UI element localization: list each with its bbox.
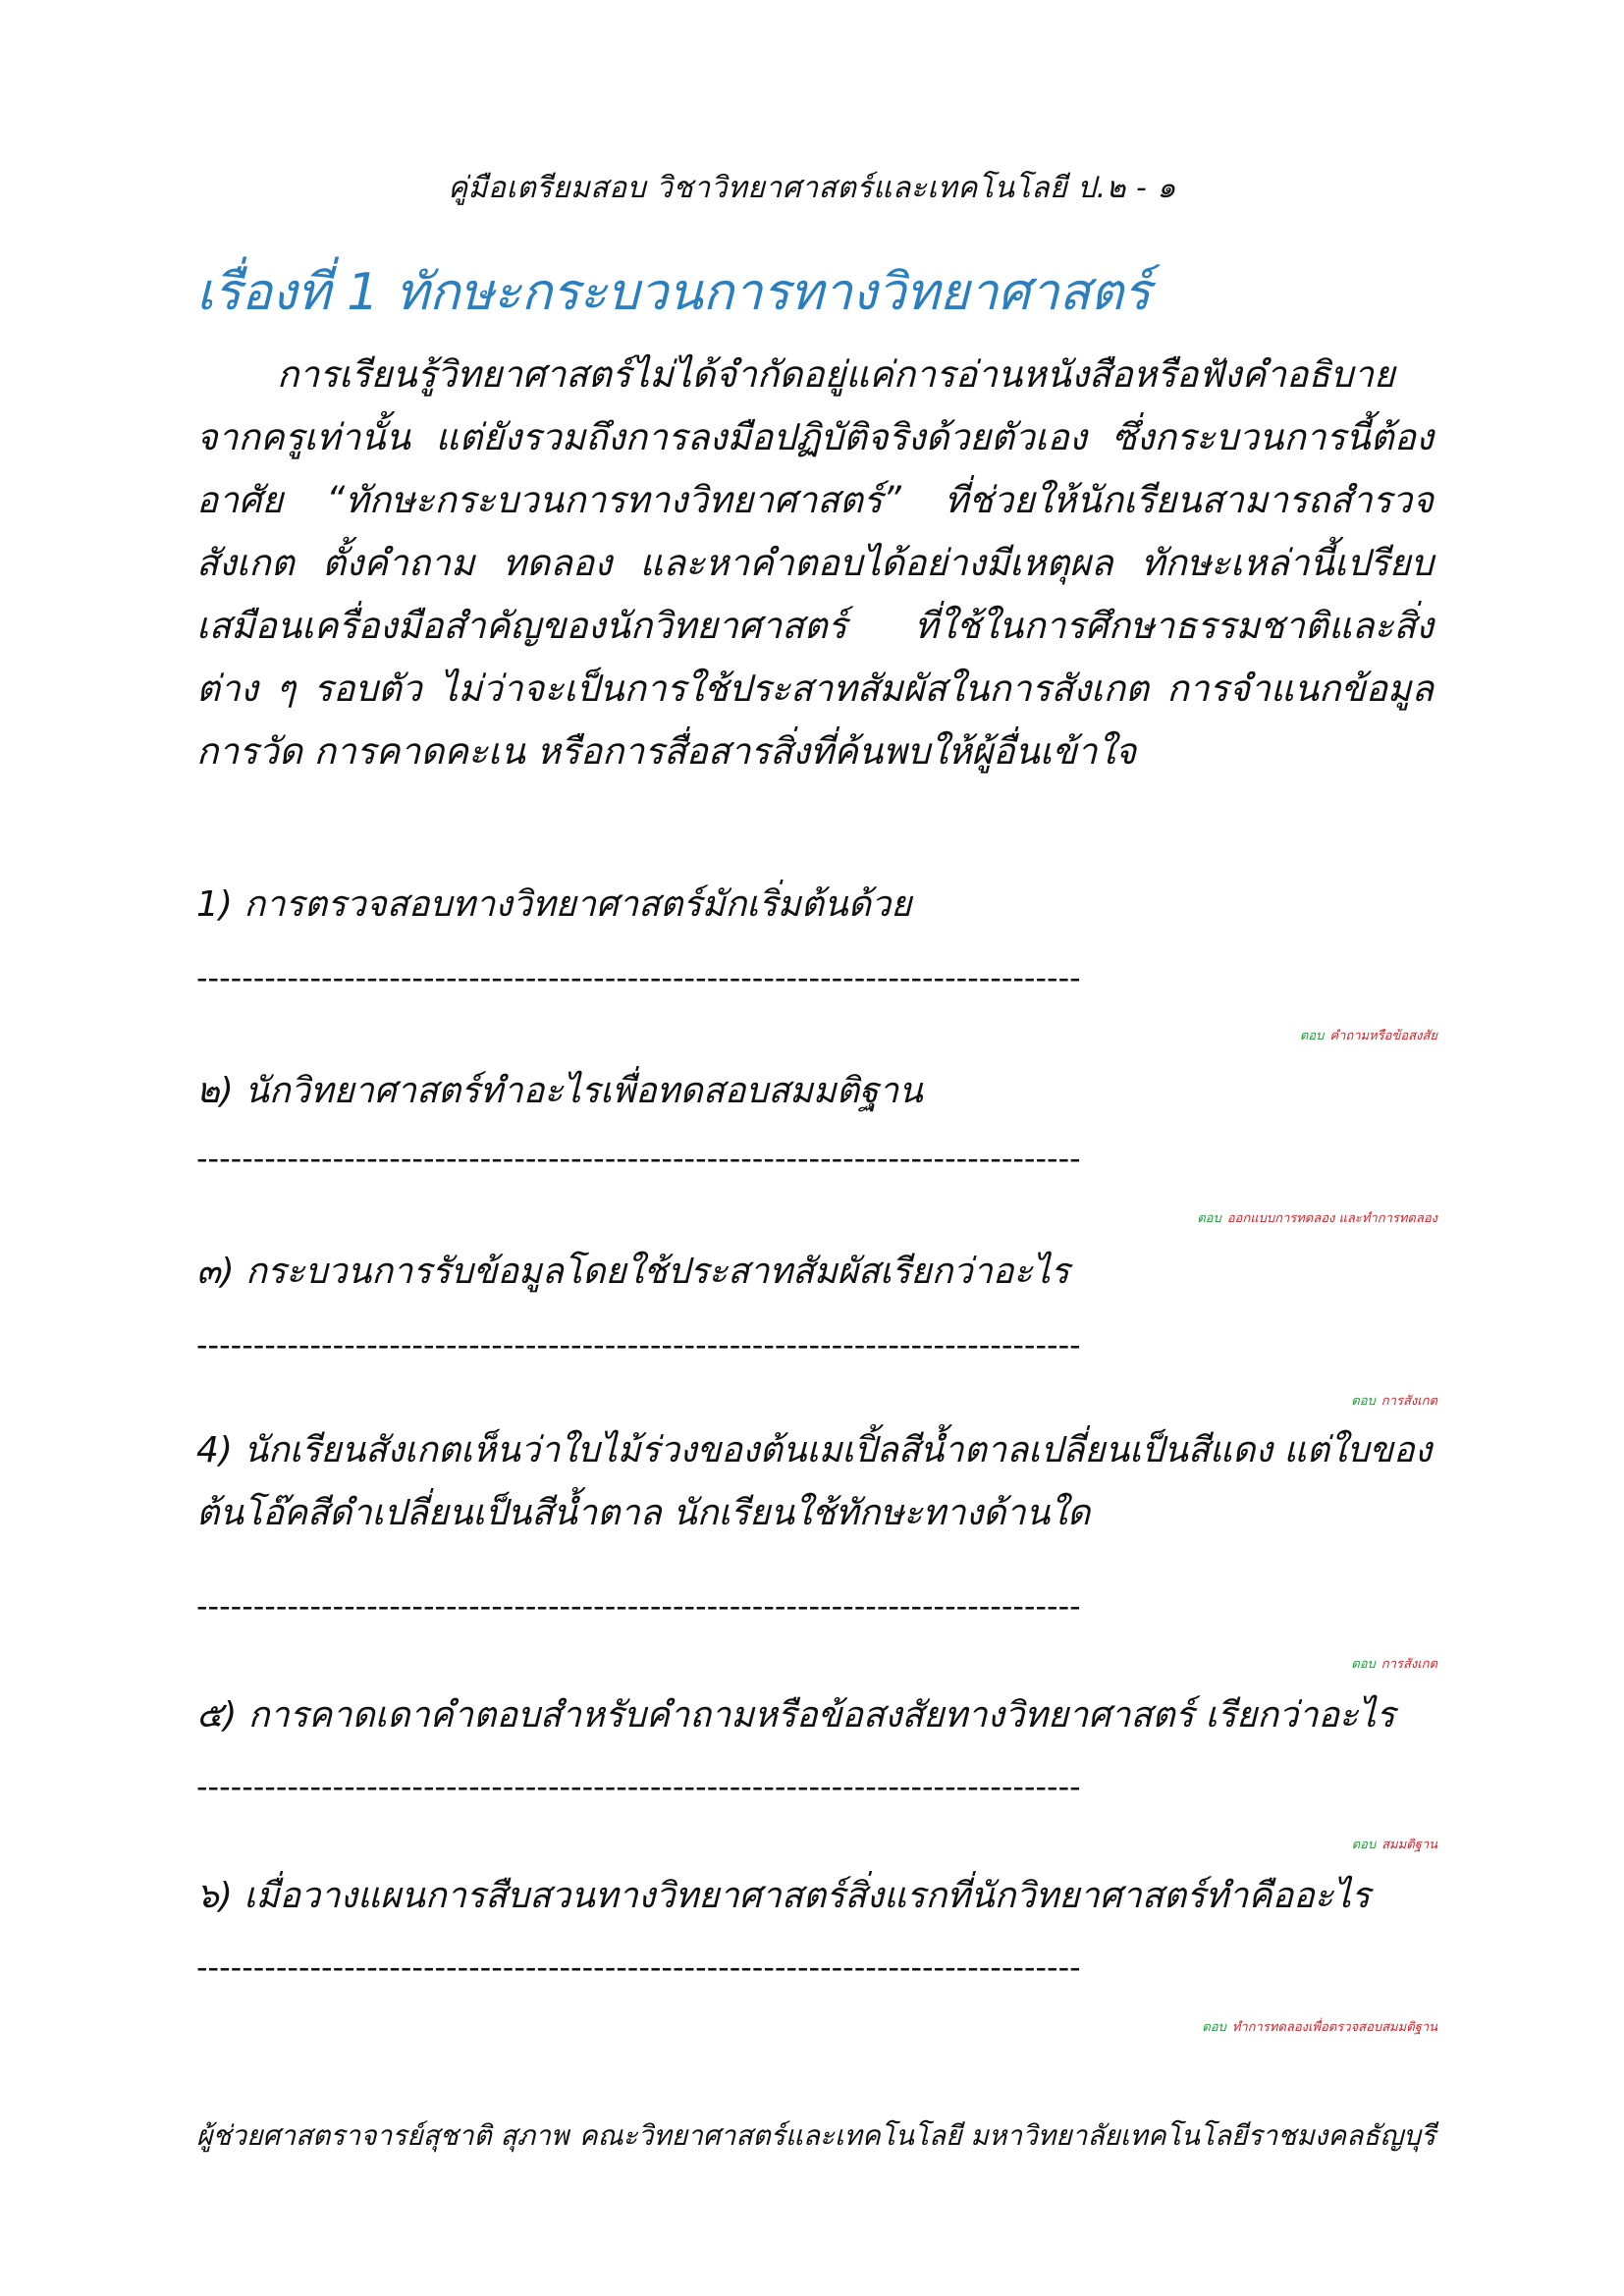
answer-value: การสังเกต xyxy=(1380,1394,1437,1409)
section-title: เรื่องที่ 1 ทักษะกระบวนการทางวิทยาศาสตร์ xyxy=(196,263,1152,322)
answer-key-5 xyxy=(1352,1834,1437,1854)
answer-key-2 xyxy=(1197,1207,1437,1228)
answer-value: ออกแบบการทดลอง และทำการทดลอง xyxy=(1226,1211,1437,1226)
answer-dash-line-1: ------------------------------------------------------------------------------ xyxy=(196,959,1081,996)
answer-value: คำถามหรือข้อสงสัย xyxy=(1329,1029,1437,1043)
answer-label: ตอบ xyxy=(1351,1838,1377,1852)
question-3: ๓) กระบวนการรับข้อมูลโดยใช้ประสาทสัมผัสเรียกว่าอะไร xyxy=(196,1252,1070,1292)
answer-key-1 xyxy=(1300,1025,1437,1045)
answer-key-6 xyxy=(1202,2016,1437,2037)
answer-dash-line-4: ------------------------------------------------------------------------------ xyxy=(196,1587,1081,1625)
answer-label: ตอบ xyxy=(1351,1394,1376,1409)
footer-author: ผู้ช่วยศาสตราจารย์สุชาติ สุภาพ xyxy=(196,2119,569,2152)
answer-label: ตอบ xyxy=(1299,1029,1325,1043)
intro-paragraph: การเรียนรู้วิทยาศาสตร์ไม่ได้จำกัดอยู่แค่การอ่านหนังสือหรือฟังคำอธิบายจากครูเท่านั้น แต่ยังรวมถึงการลงมือปฏิบัติจริงด้วยตัวเอง ซึ่งกระบวนการนี้ต้องอาศัย “ทักษะกระบวนการทางวิทยาศาสตร์” ที่ช่วยให้นักเรียนสามารถสำรวจ สังเกต ตั้งคำถาม ทดลอง และหาคำตอบได้อย่างมีเหตุผล ทักษะเหล่านี้เปรียบเสมือนเครื่องมือสำคัญของนักวิทยาศาสตร์ ที่ใช้ในการศึกษาธรรมชาติและสิ่งต่าง ๆ รอบตัว ไม่ว่าจะเป็นการใช้ประสาทสัมผัสในการสังเกต การจำแนกข้อมูล การวัด การคาดคะเน หรือการสื่อสารสิ่งที่ค้นพบให้ผู้อื่นเข้าใจ xyxy=(196,353,1434,773)
question-4: 4) นักเรียนสังเกตเห็นว่าใบไม้ร่วงของต้นเมเปิ้ลสีน้ำตาลเปลี่ยนเป็นสีแดง แต่ใบของต้นโอ๊คสีดำเปลี่ยนเป็นสีน้ำตาล นักเรียนใช้ทักษะทางด้านใด xyxy=(196,1430,1433,1533)
answer-key-3 xyxy=(1351,1390,1437,1411)
answer-dash-line-3: ------------------------------------------------------------------------------ xyxy=(196,1326,1081,1363)
answer-label: ตอบ xyxy=(1197,1211,1221,1226)
answer-label: ตอบ xyxy=(1351,1657,1376,1672)
answer-dash-line-2: ------------------------------------------------------------------------------ xyxy=(196,1140,1081,1177)
answer-key-4 xyxy=(1351,1653,1437,1674)
page-header: คู่มือเตรียมสอบ วิชาวิทยาศาสตร์และเทคโนโลยี ป.๒ - ๑ xyxy=(448,171,1176,205)
question-6: ๖) เมื่อวางแผนการสืบสวนทางวิทยาศาสตร์สิ่งแรกที่นักวิทยาศาสตร์ทำคืออะไร xyxy=(196,1876,1371,1916)
answer-dash-line-6: ------------------------------------------------------------------------------ xyxy=(196,1949,1081,1986)
answer-value: การสังเกต xyxy=(1380,1657,1437,1672)
question-5: ๕) การคาดเดาคำตอบสำหรับคำถามหรือข้อสงสัยทางวิทยาศาสตร์ เรียกว่าอะไร xyxy=(196,1695,1395,1735)
footer-institution: คณะวิทยาศาสตร์และเทคโนโลยี มหาวิทยาลัยเทคโนโลยีราชมงคลธัญบุรี xyxy=(578,2119,1435,2152)
question-1: 1) การตรวจสอบทางวิทยาศาสตร์มักเริ่มต้นด้วย xyxy=(196,884,912,925)
answer-value: สมมติฐาน xyxy=(1381,1838,1437,1852)
answer-value: ทำการทดลองเพื่อตรวจสอบสมมติฐาน xyxy=(1231,2020,1437,2035)
answer-dash-line-5: ------------------------------------------------------------------------------ xyxy=(196,1768,1081,1805)
answer-label: ตอบ xyxy=(1202,2020,1226,2035)
question-2: ๒) นักวิทยาศาสตร์ทำอะไรเพื่อทดสอบสมมติฐาน xyxy=(196,1071,923,1111)
